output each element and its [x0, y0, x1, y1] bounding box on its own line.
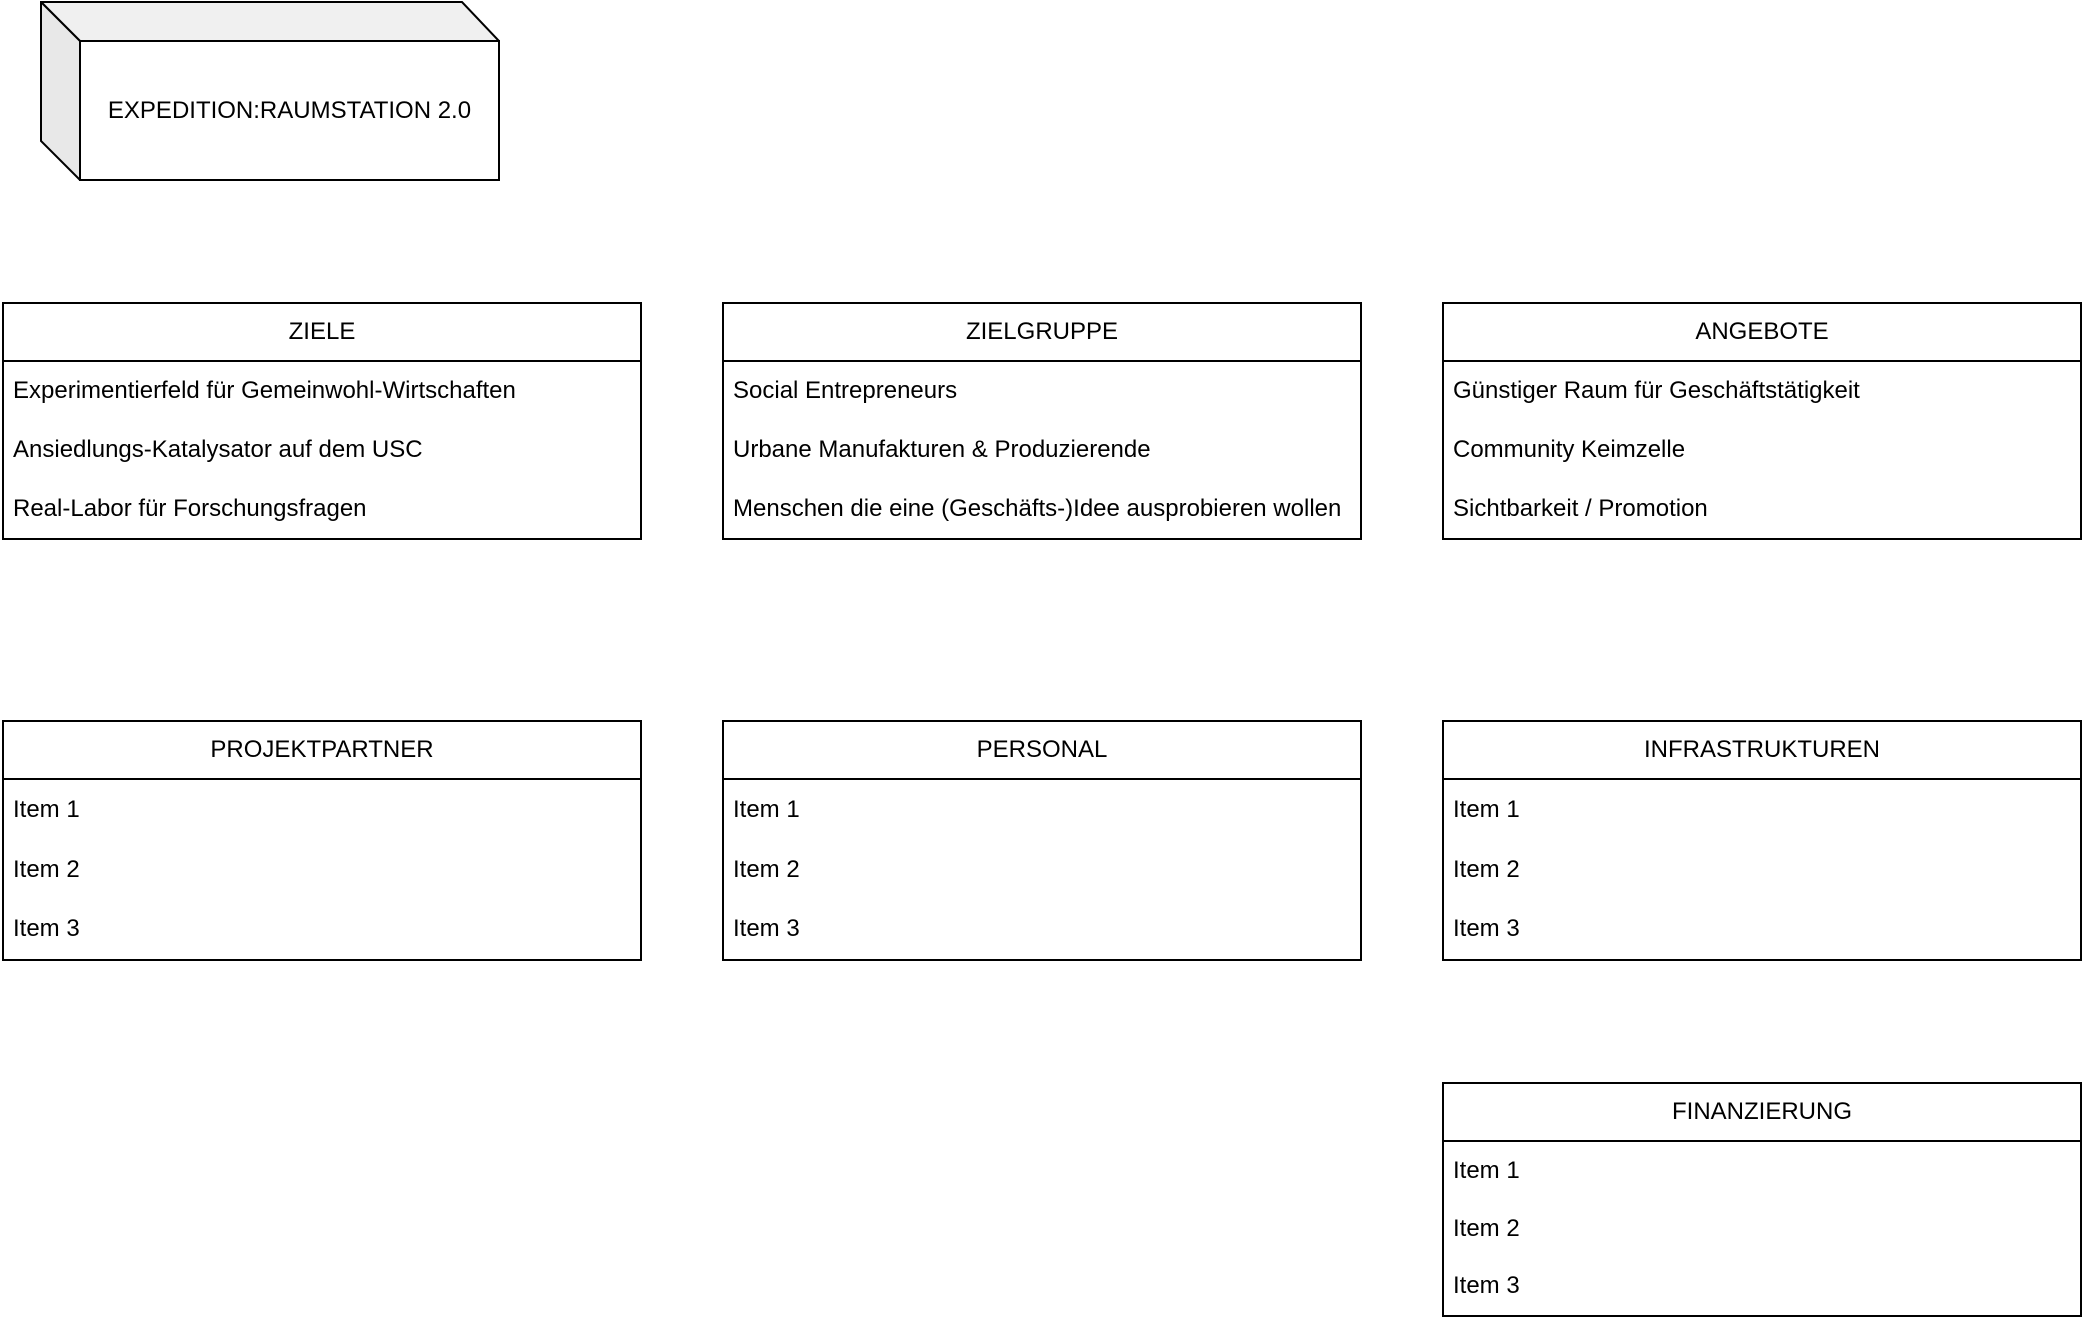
panel-item: Item 3 [1453, 915, 1520, 943]
panel-infrastrukturen [1442, 720, 2082, 961]
panel-item: Item 1 [733, 795, 800, 823]
panel-item: Social Entrepreneurs [733, 377, 958, 405]
panel-title-personal: PERSONAL [724, 722, 1360, 780]
cube-top-face [41, 2, 499, 41]
panel-item: Item 3 [733, 915, 800, 943]
cube-label: EXPEDITION:RAUMSTATION 2.0 [107, 96, 472, 124]
panel-finanzierung [1442, 1082, 2082, 1317]
panel-body-zielgruppe [724, 362, 1360, 538]
panel-item: Real-Labor für Forschungsfragen [13, 494, 367, 522]
panel-item: Ansiedlungs-Katalysator auf dem USC [13, 436, 423, 463]
panel-personal [722, 720, 1362, 961]
panel-projektpartner [2, 720, 642, 961]
panel-zielgruppe [722, 302, 1362, 540]
panel-item: Sichtbarkeit / Promotion [1453, 494, 1708, 522]
panel-item: Item 2 [733, 855, 800, 883]
panel-body-ziele [4, 362, 640, 538]
panel-item: Item 2 [13, 855, 80, 883]
panel-title-infrastrukturen: INFRASTRUKTUREN [1444, 722, 2080, 780]
panel-item: Item 2 [1453, 1214, 1520, 1242]
panel-body-infrastrukturen [1444, 780, 2080, 959]
panel-ziele [2, 302, 642, 540]
panel-item: Item 2 [1453, 855, 1520, 883]
panel-title-finanzierung: FINANZIERUNG [1444, 1084, 2080, 1142]
panel-body-projektpartner [4, 780, 640, 959]
panel-body-personal [724, 780, 1360, 959]
panel-angebote [1442, 302, 2082, 540]
panel-item: Community Keimzelle [1453, 436, 1686, 463]
panel-item: Item 3 [1453, 1272, 1520, 1300]
panel-item: Urbane Manufakturen & Produzierende [733, 436, 1151, 463]
panel-item: Item 3 [13, 915, 80, 943]
panel-item: Item 1 [1453, 795, 1520, 823]
panel-body-finanzierung [1444, 1142, 2080, 1315]
panel-item: Experimentierfeld für Gemeinwohl-Wirtschaften [13, 377, 516, 405]
panel-title-projektpartner: PROJEKTPARTNER [4, 722, 640, 780]
panel-item: Item 1 [13, 795, 80, 823]
panel-item: Item 1 [1453, 1156, 1520, 1184]
panel-item: Menschen die eine (Geschäfts-)Idee ausprobieren wollen [733, 494, 1342, 522]
panel-title-angebote: ANGEBOTE [1444, 304, 2080, 362]
panel-title-ziele: ZIELE [4, 304, 640, 362]
cube-shape-expedition [40, 1, 500, 181]
panel-body-angebote [1444, 362, 2080, 538]
panel-title-zielgruppe: ZIELGRUPPE [724, 304, 1360, 362]
panel-item: Günstiger Raum für Geschäftstätigkeit [1453, 377, 1860, 405]
